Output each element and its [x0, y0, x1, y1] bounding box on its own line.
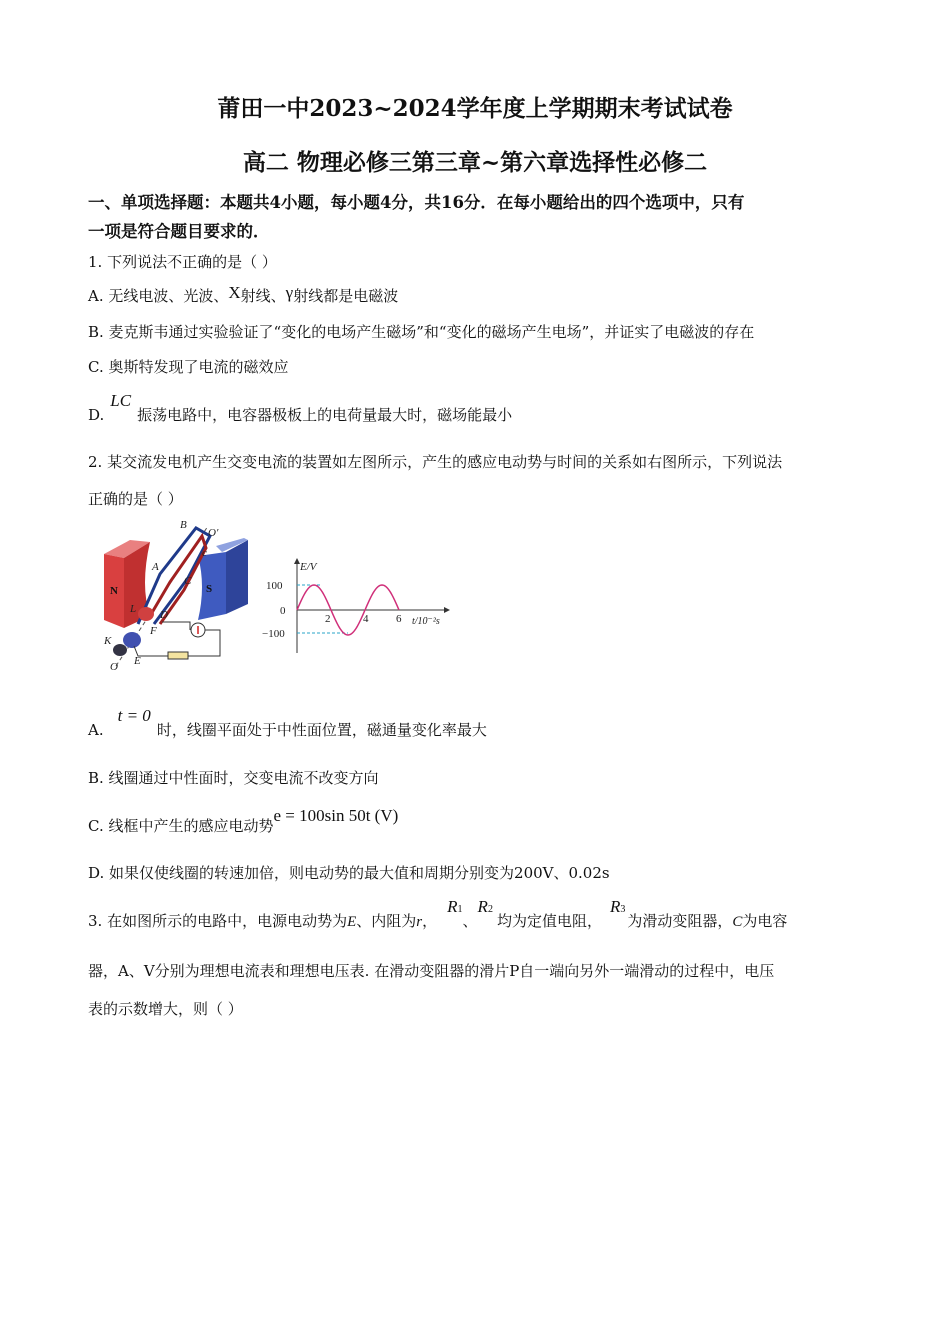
q2-option-a: A.t = 0时，线圈平面处于中性面位置，磁通量变化率最大 [88, 706, 487, 739]
q1-option-b: B. 麦克斯韦通过实验验证了“变化的电场产生磁场”和“变化的磁场产生电场”，并证实了电磁波的存在 [88, 323, 755, 341]
label-c: C [184, 575, 192, 587]
label-o-prime: O′ [208, 527, 219, 539]
x-tick-4: 4 [363, 613, 369, 625]
x-axis-label: t/10⁻²s [412, 616, 440, 627]
label-s: S [206, 583, 213, 595]
y-tick-0: 0 [280, 605, 286, 617]
magnet-s-side [226, 540, 248, 614]
slip-ring-upper [138, 607, 154, 621]
q2-option-d: D. 如果仅使线圈的转速加倍，则电动势的最大值和周期分别变为200V、0.02s [88, 864, 610, 882]
q1-stem: 1. 下列说法不正确的是（ ） [88, 253, 277, 271]
label-n: N [110, 585, 118, 597]
q2-option-b: B. 线圈通过中性面时，交变电流不改变方向 [88, 769, 379, 787]
label-b: B [180, 519, 187, 531]
emf-time-graph [262, 558, 452, 658]
q1-option-c: C. 奥斯特发现了电流的磁效应 [88, 358, 289, 376]
q3-stem-line1: 3. 在如图所示的电路中，电源电动势为E、内阻为r，R1、R2均为定值电阻，R3为滑动变阻器，C为电容 [88, 897, 788, 930]
q3-stem-line2: 器，A、V分别为理想电流表和理想电压表. 在滑动变阻器的滑片P自一端向另外一端滑动的过程中，电压 [88, 962, 775, 980]
label-d: D [160, 609, 168, 621]
label-l: L [130, 603, 137, 615]
generator-figure [98, 516, 268, 676]
exam-subtitle: 高二 物理必修三第三章~第六章选择性必修二 [242, 149, 708, 176]
label-c-small: c [202, 547, 207, 559]
label-e: E [134, 655, 141, 667]
label-f: F [150, 625, 157, 637]
x-tick-6: 6 [396, 613, 402, 625]
axle-end [113, 644, 127, 656]
y-axis-label: E/V [300, 561, 317, 573]
q2-option-c: C. 线框中产生的感应电动势e = 100sin 50t (V) [88, 806, 399, 835]
q1-option-d: D.LC振荡电路中，电容器极板上的电荷量最大时，磁场能最小 [88, 391, 513, 424]
label-a: A [152, 561, 159, 573]
resistor [168, 652, 188, 659]
q2-stem-line2: 正确的是（ ） [88, 490, 183, 508]
x-tick-2: 2 [325, 613, 331, 625]
wire-upper [162, 622, 190, 630]
label-k: K [104, 635, 112, 647]
q1-option-a: A. 无线电波、光波、X射线、γ射线都是电磁波 [88, 283, 399, 305]
y-tick-neg100: −100 [262, 628, 285, 640]
y-tick-100: 100 [266, 580, 283, 592]
x-axis-arrow [444, 607, 450, 613]
q3-stem-line3: 表的示数增大，则（ ） [88, 1000, 243, 1018]
exam-title: 莆田一中2023~2024学年度上学期期末考试试卷 [217, 95, 733, 122]
label-o: O [110, 661, 118, 673]
section-heading: 一、单项选择题：本题共4小题，每小题4分，共16分．在每小题给出的四个选项中，只有 一项是符合题目要求的． [88, 193, 745, 241]
slip-ring-lower [123, 632, 141, 648]
q2-stem-line1: 2. 某交流发电机产生交变电流的装置如左图所示，产生的感应电动势与时间的关系如右图所示，下列说法 [88, 453, 783, 471]
